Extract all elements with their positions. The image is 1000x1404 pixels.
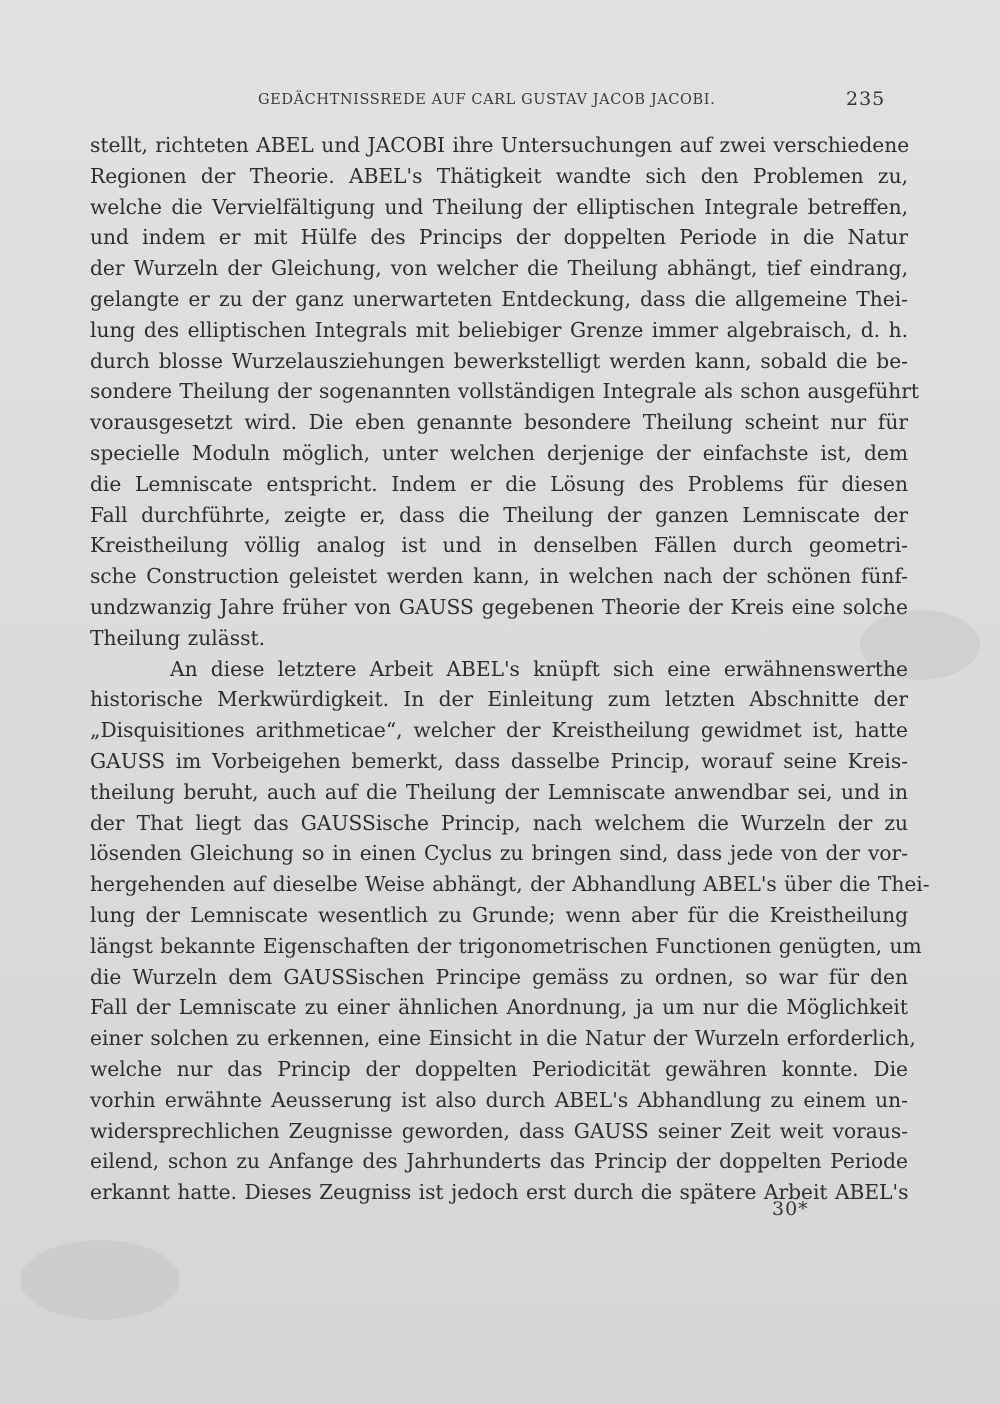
paragraph-end-line: Theilung zulässt.: [90, 625, 266, 650]
text-line: längst bekannte Eigenschaften der trigonometrischen Functionen genügten, um: [90, 933, 922, 958]
text-line: einer solchen zu erkennen, eine Einsicht in die Natur der Wurzeln erforderlich,: [90, 1026, 916, 1051]
text-line: stellt, richteten ABEL und JACOBI ihre Untersuchungen auf zwei verschiedene: [90, 133, 910, 157]
text-line: widersprechlichen Zeugnisse geworden, dass GAUSS seiner Zeit weit voraus-: [90, 1118, 908, 1143]
text-line: welche die Vervielfältigung und Theilung der elliptischen Integrale betreffen,: [90, 194, 908, 219]
text-line: lung des elliptischen Integrals mit beliebiger Grenze immer algebraisch, d. h.: [90, 317, 908, 342]
text-line: hergehenden auf dieselbe Weise abhängt, der Abhandlung ABEL's über die Thei-: [90, 872, 930, 897]
text-line: Fall durchführte, zeigte er, dass die Theilung der ganzen Lemniscate der: [90, 502, 908, 527]
text-line: GAUSS im Vorbeigehen bemerkt, dass dasselbe Princip, worauf seine Kreis-: [90, 748, 908, 773]
text-line: erkannt hatte. Dieses Zeugniss ist jedoch erst durch die spätere Arbeit ABEL's: [90, 1180, 909, 1205]
text-line: Regionen der Theorie. ABEL's Thätigkeit wandte sich den Problemen zu,: [90, 163, 908, 188]
text-line: theilung beruht, auch auf die Theilung der Lemniscate anwendbar sei, und in: [90, 779, 908, 804]
text-line: specielle Moduln möglich, unter welchen derjenige der einfachste ist, dem: [90, 440, 908, 465]
signature-mark: 30*: [772, 1198, 809, 1220]
text-line: Kreistheilung völlig analog ist und in denselben Fällen durch geometri-: [90, 533, 908, 558]
text-line: der Wurzeln der Gleichung, von welcher die Theilung abhängt, tief eindrang,: [90, 256, 908, 281]
text-line: historische Merkwürdigkeit. In der Einleitung zum letzten Abschnitte der: [90, 687, 908, 712]
page-number: 235: [846, 88, 886, 110]
text-line: sche Construction geleistet werden kann, in welchen nach der schönen fünf-: [90, 564, 908, 589]
text-line: Fall der Lemniscate zu einer ähnlichen Anordnung, ja um nur die Möglichkeit: [90, 995, 908, 1020]
text-line: vorhin erwähnte Aeusserung ist also durch ABEL's Abhandlung zu einem un-: [90, 1087, 908, 1112]
text-line: undzwanzig Jahre früher von GAUSS gegebenen Theorie der Kreis eine solche: [90, 594, 908, 619]
text-line: gelangte er zu der ganz unerwarteten Entdeckung, dass die allgemeine Thei-: [90, 286, 908, 311]
running-title: GEDÄCHTNISSREDE AUF CARL GUSTAV JACOB JACOBI.: [258, 92, 716, 108]
text-line: der That liegt das GAUSSische Princip, nach welchem die Wurzeln der zu: [90, 810, 908, 835]
text-line: und indem er mit Hülfe des Princips der doppelten Periode in die Natur: [90, 225, 908, 250]
text-line: „Disquisitiones arithmeticae“, welcher der Kreistheilung gewidmet ist, hatte: [90, 718, 908, 743]
paragraph-start-line: An diese letztere Arbeit ABEL's knüpft sich eine erwähnenswerthe: [170, 656, 908, 681]
text-line: die Wurzeln dem GAUSSischen Principe gemäss zu ordnen, so war für den: [90, 964, 908, 989]
text-line: welche nur das Princip der doppelten Periodicität gewähren konnte. Die: [90, 1056, 908, 1081]
running-head: [0, 88, 1000, 118]
text-line: die Lemniscate entspricht. Indem er die Lösung des Problems für diesen: [90, 471, 908, 496]
text-line: lösenden Gleichung so in einen Cyclus zu bringen sind, dass jede von der vor-: [90, 841, 908, 866]
text-line: vorausgesetzt wird. Die eben genannte besondere Theilung scheint nur für: [90, 410, 908, 435]
text-line: sondere Theilung der sogenannten vollständigen Integrale als schon ausgeführt: [90, 379, 920, 404]
text-line: eilend, schon zu Anfange des Jahrhunderts das Princip der doppelten Periode: [90, 1149, 908, 1174]
paper-stain: [20, 1240, 180, 1320]
body-text: [90, 130, 930, 1208]
text-line: durch blosse Wurzelausziehungen bewerkstelligt werden kann, sobald die be-: [90, 348, 908, 373]
text-line: lung der Lemniscate wesentlich zu Grunde; wenn aber für die Kreistheilung: [90, 902, 908, 927]
